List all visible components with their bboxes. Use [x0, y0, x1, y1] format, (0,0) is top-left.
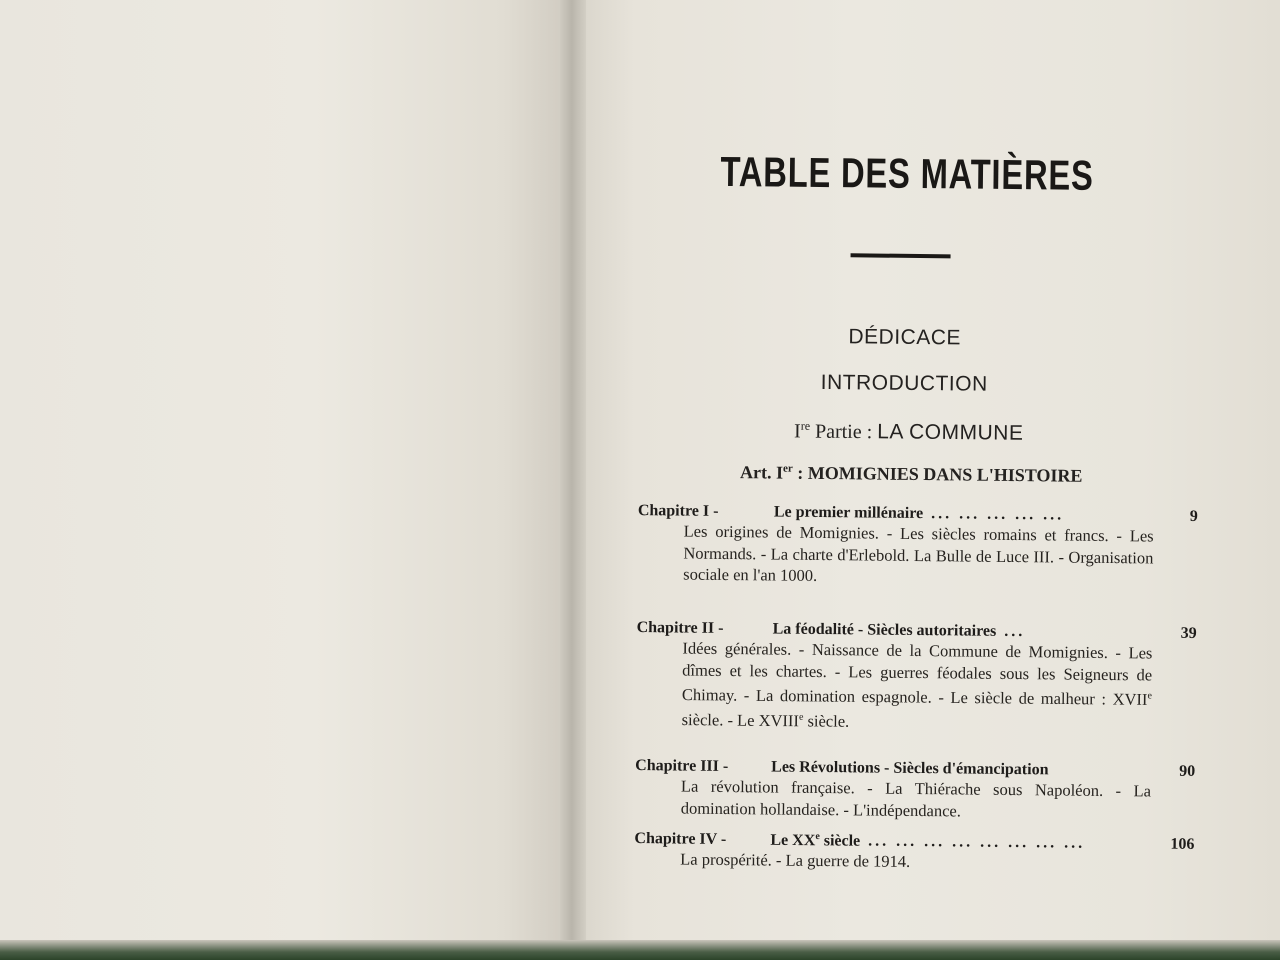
part-title: LA COMMUNE — [877, 420, 1024, 445]
part-label: Partie : — [814, 420, 873, 444]
chapter-entry-4 — [634, 829, 1194, 876]
dot-leader: ... ... ... ... ... — [931, 505, 1065, 524]
part-ordinal-suffix: re — [800, 418, 811, 433]
chapter-title: Les Révolutions - Siècles d'émancipation — [771, 758, 1049, 779]
chapter-page-number: 106 — [1170, 835, 1195, 854]
article-title: : MOMIGNIES DANS L'HISTOIRE — [792, 462, 1083, 486]
article-heading — [578, 460, 1244, 488]
chapter-description: La prospérité. - La guerre de 1914. — [680, 849, 911, 872]
dedication-heading: DÉDICACE — [848, 325, 962, 350]
chapter-entry-2 — [636, 619, 1197, 736]
chapter-page-number: 90 — [1179, 762, 1196, 780]
chapter-page-number: 9 — [1189, 507, 1198, 525]
chapter-number: Chapitre IV - — [634, 830, 727, 849]
article-prefix: Art. I — [739, 462, 784, 483]
page-title: TABLE DES MATIÈRES — [720, 147, 1094, 199]
dot-leader — [1048, 774, 1151, 775]
chapter-entry-1 — [637, 502, 1198, 590]
chapter-description: Idées générales. - Naissance de la Commune de Momignies. - Les dîmes et les chartes. - Les guerres féodales sous les Seigneurs de Chimay. - La domination espagnole. - Le siècle de malheur : XVIIe siècle. - Le XVIIIe siècle. — [681, 638, 1153, 731]
chapter-number: Chapitre II - — [636, 619, 724, 637]
chapter-title: Le premier millénaire — [773, 503, 924, 523]
introduction-heading: INTRODUCTION — [820, 370, 988, 396]
left-page-blank — [0, 0, 572, 945]
part-heading — [579, 416, 1239, 448]
dot-leader: ... ... ... ... ... ... ... ... — [868, 832, 1086, 853]
chapter-description: Les origines de Momignies. - Les siècles romains et francs. - Les Normands. - La charte d'Erlebold. La Bulle de Luce III. - Organisation sociale en l'an 1000. — [683, 521, 1154, 585]
article-prefix-suffix: er — [783, 462, 793, 475]
dot-leader: ... — [1004, 622, 1026, 641]
table-of-contents — [573, 0, 1280, 954]
title-underline-rule — [851, 253, 951, 258]
chapter-title: La féodalité - Siècles autoritaires — [772, 620, 997, 640]
chapter-title: Le XXe siècle — [770, 830, 861, 850]
chapter-number: Chapitre I - — [637, 502, 719, 520]
chapter-description: La révolution française. - La Thiérache sous Napoléon. - La domination hollandaise. - L'indépendance. — [680, 776, 1152, 820]
chapter-page-number: 39 — [1180, 624, 1197, 642]
chapter-number: Chapitre III - — [635, 757, 729, 776]
chapter-entry-3 — [635, 757, 1196, 824]
part-ordinal: I — [793, 420, 801, 443]
